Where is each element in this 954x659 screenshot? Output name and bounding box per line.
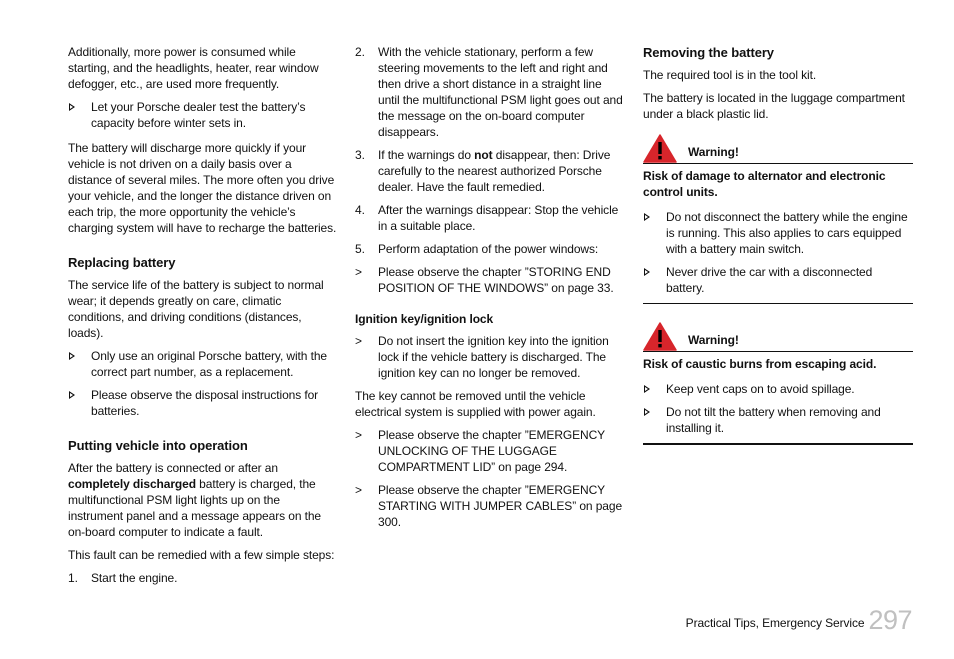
bullet-item <box>68 387 338 419</box>
warning-divider <box>643 303 913 304</box>
reference-item <box>355 482 625 530</box>
bold-text: completely discharged <box>68 477 196 491</box>
reference-item <box>355 264 625 296</box>
item-text: Perform adaptation of the power windows: <box>378 242 599 256</box>
bold-text: not <box>474 148 493 162</box>
paragraph: The key cannot be removed until the vehicle electrical system is supplied with power again. <box>355 389 596 419</box>
item-text: Please observe the chapter ”EMERGENCY UNLOCKING OF THE LUGGAGE COMPARTMENT LID” on page 294. <box>378 428 605 474</box>
warning-header <box>643 322 913 352</box>
bullet-text: Let your Porsche dealer test the battery’s capacity before winter sets in. <box>91 100 306 130</box>
warning-title: Warning! <box>688 145 739 159</box>
subheading-ignition-key: Ignition key/ignition lock <box>355 312 494 326</box>
reference-marker: > <box>355 265 362 279</box>
warning-lead: Risk of damage to alternator and electronic control units. <box>643 169 886 199</box>
item-number: 5. <box>355 242 365 256</box>
paragraph <box>68 460 338 540</box>
bullet-item <box>643 209 913 257</box>
bullet-text: Do not tilt the battery when removing and installing it. <box>666 405 881 435</box>
item-number: 3. <box>355 148 365 162</box>
bullet-text: Do not disconnect the battery while the engine is running. This also applies to cars equipped with a battery main switch. <box>666 210 908 256</box>
bullet-item <box>68 348 338 380</box>
item-text: Please observe the chapter ”STORING END POSITION OF THE WINDOWS” on page 33. <box>378 265 614 295</box>
reference-marker: > <box>355 428 362 442</box>
item-text: Do not insert the ignition key into the ignition lock if the vehicle battery is discharged. The ignition key can no longer be removed. <box>378 334 609 380</box>
column-right <box>643 44 913 445</box>
bullet-item <box>68 99 338 131</box>
numbered-item <box>355 44 625 140</box>
item-number: 1. <box>68 571 78 585</box>
page-footer <box>686 605 912 635</box>
numbered-item <box>68 570 338 586</box>
item-text <box>378 148 610 194</box>
warning-triangle-icon <box>643 134 677 163</box>
bullet-text: Never drive the car with a disconnected battery. <box>666 265 873 295</box>
reference-item <box>355 333 625 381</box>
text-run: If the warnings do <box>378 148 475 162</box>
bullet-item <box>643 404 913 436</box>
numbered-item <box>355 147 625 195</box>
section-heading-removing-battery: Removing the battery <box>643 45 774 60</box>
warning-lead: Risk of caustic burns from escaping acid. <box>643 357 877 371</box>
bullet-item <box>643 264 913 296</box>
paragraph: The battery is located in the luggage compartment under a black plastic lid. <box>643 91 905 121</box>
text-run: After the battery is connected or after an <box>68 461 278 475</box>
numbered-item <box>355 202 625 234</box>
footer-section-title: Practical Tips, Emergency Service <box>685 616 865 630</box>
section-heading-replacing-battery: Replacing battery <box>68 255 176 270</box>
paragraph: This fault can be remedied with a few simple steps: <box>68 548 335 562</box>
bullet-text: Please observe the disposal instructions for batteries. <box>91 388 319 418</box>
reference-marker: > <box>355 483 362 497</box>
bullet-item <box>643 381 913 397</box>
reference-item <box>355 427 625 475</box>
item-number: 2. <box>355 45 365 59</box>
paragraph: The battery will discharge more quickly if your vehicle is not driven on a daily basis over a distance of several miles. The more often you drive your vehicle, and the longer the distance driven on each trip, the more opportunity the vehicle’s charging system will have to recharge the batteries. <box>68 141 337 235</box>
item-text: Please observe the chapter ”EMERGENCY STARTING WITH JUMPER CABLES” on page 300. <box>378 483 623 529</box>
page-number: 297 <box>868 605 912 635</box>
item-number: 4. <box>355 203 365 217</box>
column-left <box>68 44 338 593</box>
numbered-item <box>355 241 625 257</box>
paragraph: Additionally, more power is consumed while starting, and the headlights, heater, rear window defogger, etc., are used more frequently. <box>68 45 319 91</box>
warning-header <box>643 134 913 164</box>
warning-divider <box>643 443 913 445</box>
bullet-text: Only use an original Porsche battery, with the correct part number, as a replacement. <box>91 349 327 379</box>
item-text: After the warnings disappear: Stop the vehicle in a suitable place. <box>378 203 619 233</box>
warning-title: Warning! <box>688 333 739 347</box>
paragraph: The required tool is in the tool kit. <box>643 68 817 82</box>
item-text: Start the engine. <box>91 571 178 585</box>
paragraph: The service life of the battery is subject to normal wear; it depends greatly on care, climatic conditions, and driving conditions (distances, loads). <box>68 278 324 340</box>
reference-marker: > <box>355 334 362 348</box>
column-middle <box>355 44 625 537</box>
text-run: battery is charged, the multifunctional PSM light lights up on the instrument panel and a message appears on the on-board computer to indicate a fault. <box>68 477 322 539</box>
section-heading-putting-into-operation: Putting vehicle into operation <box>68 438 248 453</box>
warning-triangle-icon <box>643 322 677 351</box>
item-text: With the vehicle stationary, perform a few steering movements to the left and right and then drive a short distance in a straight line until the multifunctional PSM light goes out and the message on the on-board computer disappears. <box>378 45 623 139</box>
bullet-text: Keep vent caps on to avoid spillage. <box>666 382 855 396</box>
text-run: disappear, then: Drive carefully to the nearest authorized Porsche dealer. Have the fault remedied. <box>378 148 611 194</box>
